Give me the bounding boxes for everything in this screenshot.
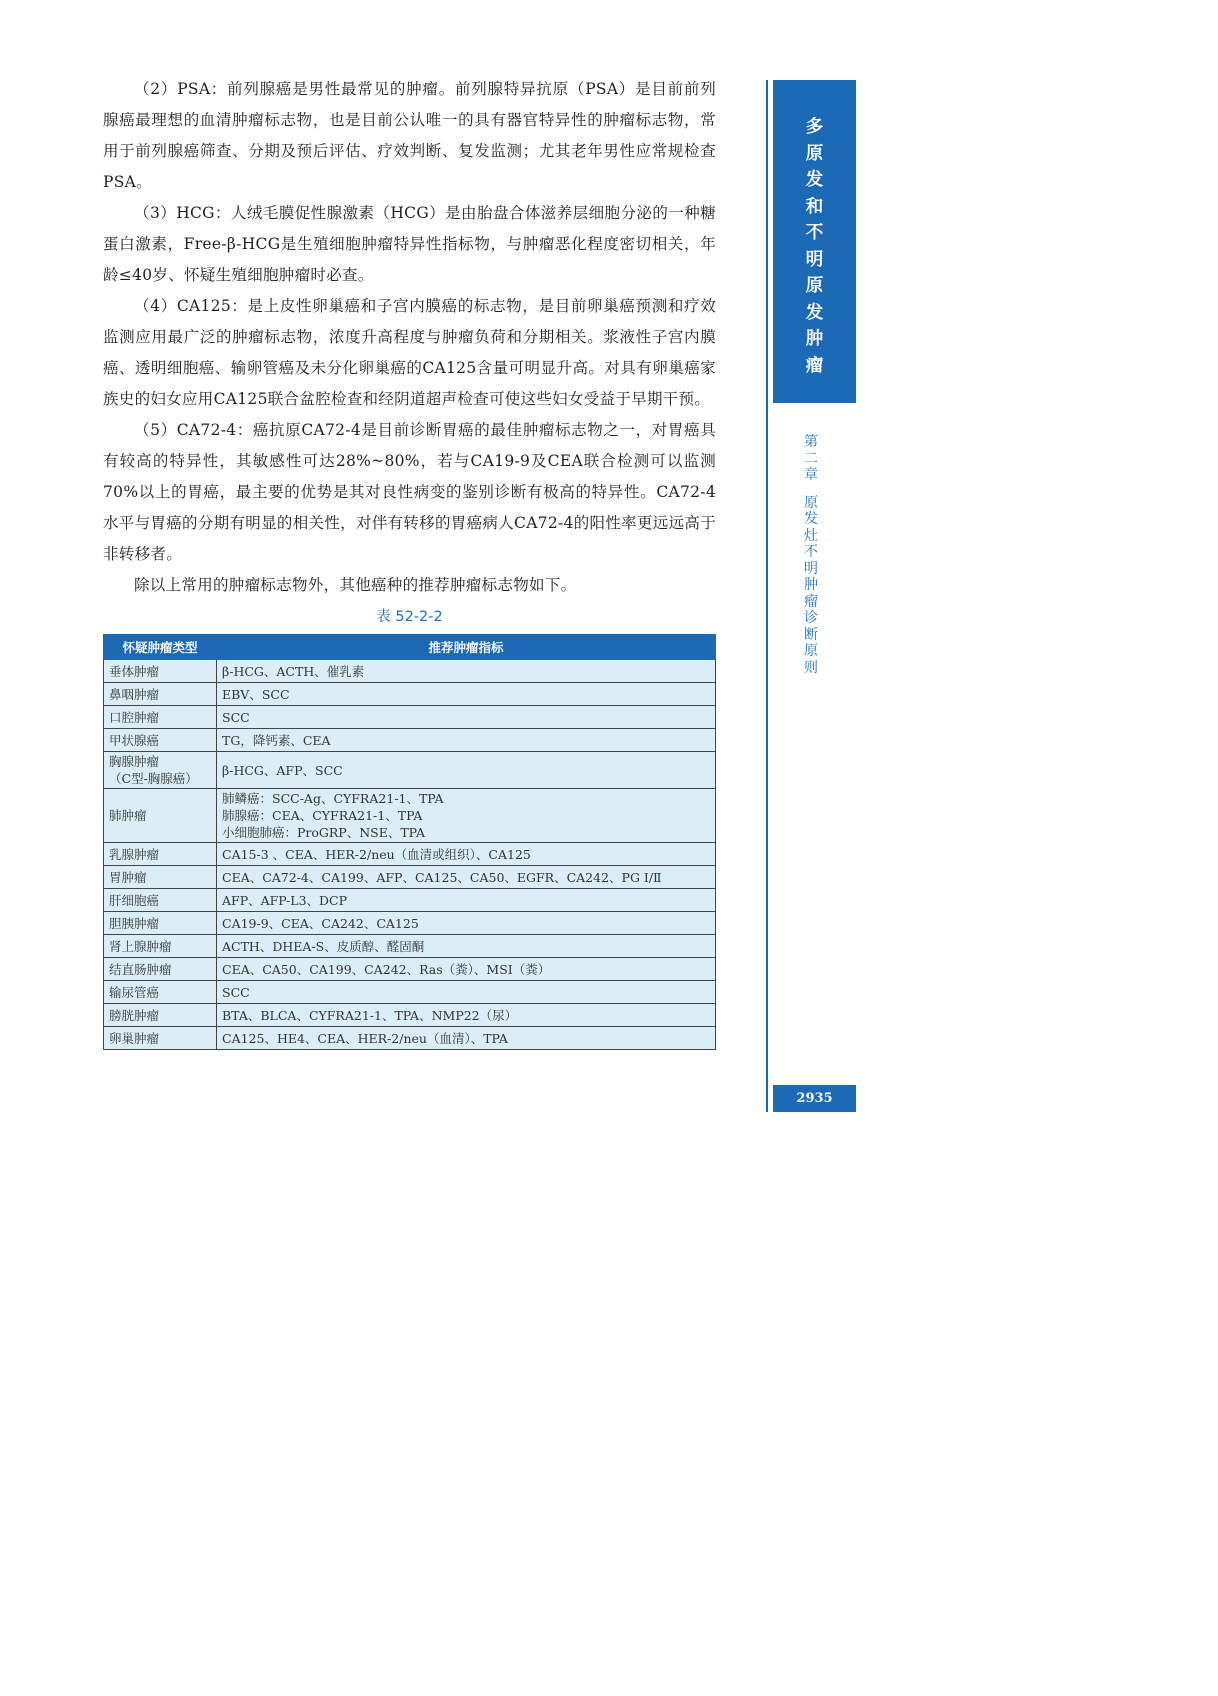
cell-markers: CEA、CA72-4、CA199、AFP、CA125、CA50、EGFR、CA242、PG Ⅰ/Ⅱ: [217, 866, 716, 889]
chapter-number-char: 二: [804, 450, 818, 467]
table-row: [104, 889, 716, 912]
cell-markers: CA19-9、CEA、CA242、CA125: [217, 912, 716, 935]
page-number: 2935: [773, 1085, 856, 1112]
table-row: [104, 958, 716, 981]
chapter-title-char: 肿: [804, 577, 818, 593]
cell-tumor-type: 甲状腺癌: [104, 729, 217, 752]
paragraph-psa: （2）PSA：前列腺癌是男性最常见的肿瘤。前列腺特异抗原（PSA）是目前前列腺癌最理想的血清肿瘤标志物，也是目前公认唯一的具有器官特异性的肿瘤标志物，常用于前列腺癌筛查、分期及预后评估、疗效判断、复发监测；尤其老年男性应常规检查PSA。: [103, 80, 716, 191]
tumor-marker-table: [103, 634, 716, 1050]
chapter-number-char: 章: [804, 467, 818, 483]
table-row: [104, 935, 716, 958]
cell-markers: BTA、BLCA、CYFRA21-1、TPA、NMP22（尿）: [217, 1004, 716, 1027]
table-row: [104, 1027, 716, 1050]
cell-markers: SCC: [217, 706, 716, 729]
table-header-row: [104, 635, 716, 660]
cell-tumor-type: 肝细胞癌: [104, 889, 217, 912]
chapter-title-gap: [796, 484, 826, 495]
cell-markers: SCC: [217, 981, 716, 1004]
cell-markers: CA15-3 、CEA、HER-2/neu（血清或组织）、CA125: [217, 843, 716, 866]
cell-tumor-type: 肾上腺肿瘤: [104, 935, 217, 958]
header-tumor-type: 怀疑肿瘤类型: [104, 635, 217, 660]
sidebar-title-char: 明: [805, 249, 824, 270]
cell-tumor-type: 乳腺肿瘤: [104, 843, 217, 866]
cell-tumor-type: 胆胰肿瘤: [104, 912, 217, 935]
chapter-title-char: 原: [804, 494, 818, 511]
chapter-title-char: 不: [804, 544, 818, 560]
table-title: 表 52-2-2: [376, 609, 443, 625]
paragraph-hcg: （3）HCG：人绒毛膜促性腺激素（HCG）是由胎盘合体滋养层细胞分泌的一种糖蛋白激素，Free-β-HCG是生殖细胞肿瘤特异性指标物，与肿瘤恶化程度密切相关，年龄≤40岁、怀疑生殖细胞肿瘤时必查。: [103, 204, 716, 284]
table-row: [104, 1004, 716, 1027]
cell-markers: β-HCG、AFP、SCC: [217, 752, 716, 789]
cell-tumor-type: 胸腺肿瘤 （C型-胸腺癌）: [104, 752, 217, 789]
margin-divider-line: [766, 80, 768, 1112]
sidebar-title-char: 不: [805, 223, 824, 243]
sidebar-title-char: 原: [805, 143, 824, 164]
cell-tumor-type: 结直肠肿瘤: [104, 958, 217, 981]
table-row: [104, 843, 716, 866]
table-row: [104, 660, 716, 683]
cell-tumor-type: 鼻咽肿瘤: [104, 683, 217, 706]
cell-markers: AFP、AFP-L3、DCP: [217, 889, 716, 912]
section-sidebar-tab: [773, 80, 856, 403]
cell-tumor-type: 垂体肿瘤: [104, 660, 217, 683]
table-row: [104, 683, 716, 706]
paragraph-intro-table: 除以上常用的肿瘤标志物外，其他癌种的推荐肿瘤标志物如下。: [134, 576, 577, 594]
cell-markers: β-HCG、ACTH、催乳素: [217, 660, 716, 683]
main-content: [103, 74, 716, 1050]
cell-tumor-type: 胃肿瘤: [104, 866, 217, 889]
table-row: [104, 752, 716, 789]
table-row: [104, 789, 716, 843]
table-row: [104, 912, 716, 935]
table-body: [104, 660, 716, 1050]
chapter-title-char: 断: [804, 626, 818, 643]
table-row: [104, 866, 716, 889]
cell-markers: 肺鳞癌：SCC-Ag、CYFRA21-1、TPA 肺腺癌：CEA、CYFRA21-1、TPA 小细胞肺癌：ProGRP、NSE、TPA: [217, 789, 716, 843]
cell-tumor-type: 肺肿瘤: [104, 789, 217, 843]
cell-markers: EBV、SCC: [217, 683, 716, 706]
sidebar-title-char: 多: [805, 117, 824, 137]
chapter-running-title: [796, 434, 826, 676]
chapter-title-char: 发: [804, 511, 818, 527]
chapter-number-char: 第: [804, 434, 818, 450]
cell-markers: ACTH、DHEA-S、皮质醇、醛固酮: [217, 935, 716, 958]
cell-markers: CEA、CA50、CA199、CA242、Ras（粪）、MSI（粪）: [217, 958, 716, 981]
cell-tumor-type: 口腔肿瘤: [104, 706, 217, 729]
sidebar-title-char: 和: [805, 196, 824, 217]
chapter-title-char: 明: [804, 560, 818, 577]
cell-tumor-type: 输尿管癌: [104, 981, 217, 1004]
cell-tumor-type: 卵巢肿瘤: [104, 1027, 217, 1050]
chapter-title-char: 灶: [804, 527, 818, 544]
cell-markers: TG，降钙素、CEA: [217, 729, 716, 752]
chapter-title-char: 原: [804, 643, 818, 659]
paragraph-ca125: （4）CA125：是上皮性卵巢癌和子宫内膜癌的标志物，是目前卵巢癌预测和疗效监测应用最广泛的肿瘤标志物，浓度升高程度与肿瘤负荷和分期相关。浆液性子宫内膜癌、透明细胞癌、输卵管癌及未分化卵巢癌的CA125含量可明显升高。对具有卵巢癌家族史的妇女应用CA125联合盆腔检查和经阴道超声检查可使这些妇女受益于早期干预。: [103, 297, 716, 408]
cell-markers: CA125、HE4、CEA、HER-2/neu（血清）、TPA: [217, 1027, 716, 1050]
sidebar-title-char: 原: [805, 276, 824, 296]
table-row: [104, 981, 716, 1004]
sidebar-title-char: 瘤: [805, 355, 824, 376]
chapter-title-char: 诊: [804, 610, 818, 626]
table-row: [104, 729, 716, 752]
chapter-title-char: 瘤: [804, 593, 818, 610]
sidebar-title-char: 发: [805, 170, 824, 190]
header-markers: 推荐肿瘤指标: [217, 635, 716, 660]
chapter-title-char: 则: [804, 659, 818, 676]
sidebar-title-char: 发: [805, 302, 824, 323]
paragraph-ca72-4: （5）CA72-4：癌抗原CA72-4是目前诊断胃癌的最佳肿瘤标志物之一，对胃癌具有较高的特异性，其敏感性可达28%~80%，若与CA19-9及CEA联合检测可以监测70%以上的胃癌，最主要的优势是其对良性病变的鉴别诊断有极高的特异性。CA72-4水平与胃癌的分期有明显的相关性，对伴有转移的胃癌病人CA72-4的阳性率更远远高于非转移者。: [103, 421, 716, 563]
table-row: [104, 706, 716, 729]
cell-tumor-type: 膀胱肿瘤: [104, 1004, 217, 1027]
sidebar-title-char: 肿: [805, 329, 824, 349]
